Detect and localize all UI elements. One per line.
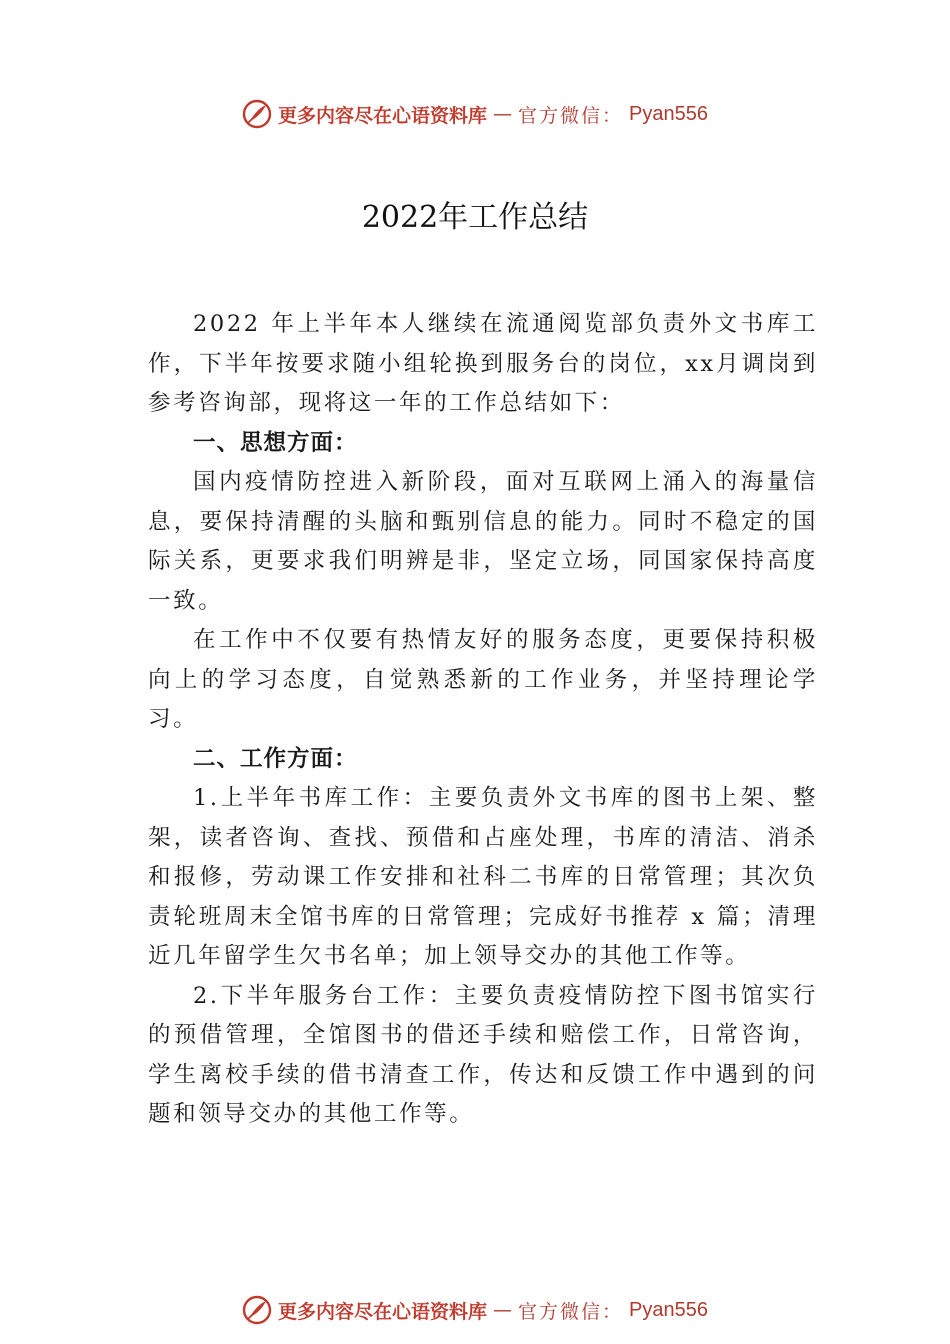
header-watermark-banner [0,94,950,134]
section-heading-work: 二、工作方面： [193,745,358,772]
section-heading-thought: 一、思想方面： [193,429,358,456]
banner-wechat-id: Pyan556 [629,102,708,125]
section1-paragraph-2: 在工作中不仅要有热情友好的服务态度，更要保持积极向上的学习态度，自觉熟悉新的工作业务，并坚持理论学习。 [148,627,818,732]
document-body [148,305,818,1135]
section2-paragraph-2: 2.下半年服务台工作：主要负责疫情防控下图书馆实行的预借管理，全馆图书的借还手续和赔偿工作，日常咨询， 学生离校手续的借书清查工作，传达和反馈工作中遇到的问题和领导交办的其他工作等。 [148,982,818,1127]
section2-paragraph-1: 1.上半年书库工作：主要负责外文书库的图书上架、整架，读者咨询、查找、预借和占座处理，书库的清洁、消杀和报修，劳动课工作安排和社科二书库的日常管理；其次负责轮班周末全馆书库的日常管理；完成好书推荐 x 篇；清理近几年留学生欠书名单；加上领导交办的其他工作等。 [148,785,818,969]
banner-text: 更多内容尽在心语资料库 [278,1300,488,1323]
document-title: 2022年工作总结 [361,200,589,235]
footer-watermark-banner [0,1290,950,1330]
banner-wechat-label: 官方微信： [518,1300,624,1323]
banner-wechat-label: 官方微信： [518,104,624,127]
banner-dash: — [493,1299,513,1321]
intro-paragraph: 2022 年上半年本人继续在流通阅览部负责外文书库工作，下半年按要求随小组轮换到服务台的岗位，xx月调岗到参考咨询部，现将这一年的工作总结如下： [148,311,818,416]
banner-dash: — [493,103,513,125]
feather-pen-logo-icon [242,99,272,129]
section1-paragraph-1: 国内疫情防控进入新阶段，面对互联网上涌入的海量信息，要保持清醒的头脑和甄别信息的能力。同时不稳定的国际关系，更要求我们明辨是非，坚定立场，同国家保持高度一致。 [148,469,818,614]
banner-text: 更多内容尽在心语资料库 [278,104,488,127]
banner-wechat-id: Pyan556 [629,1298,708,1321]
feather-pen-logo-icon [242,1295,272,1325]
